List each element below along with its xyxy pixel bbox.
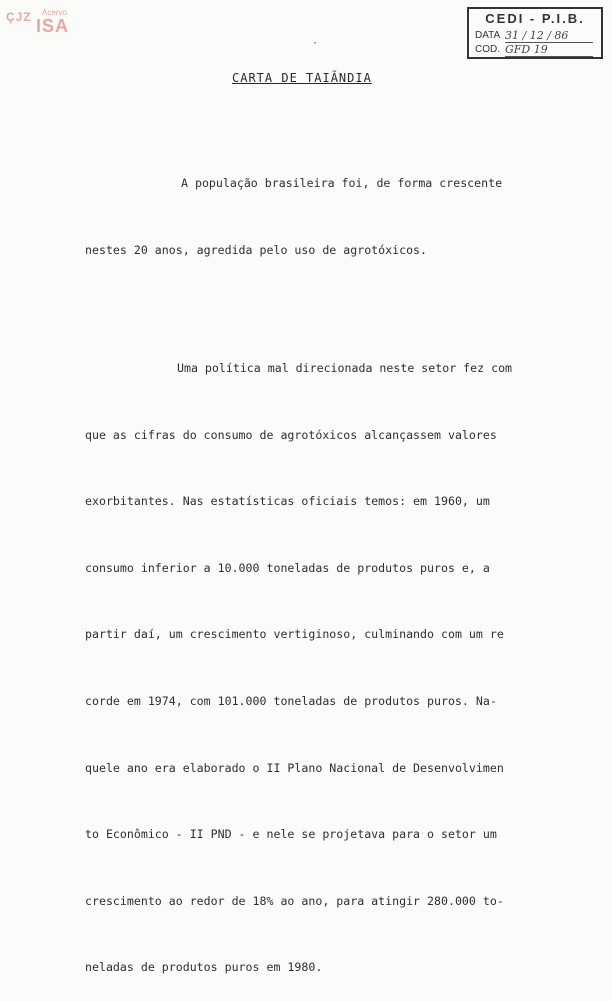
paragraph-2-line: to Econômico - II PND - e nele se projetava para o setor um — [85, 827, 497, 842]
stamp-cod-label: COD. — [475, 44, 500, 55]
stray-mark: · — [312, 38, 319, 49]
paragraph-2-line: partir daí, um crescimento vertiginoso, culminando com um re — [85, 627, 504, 642]
archive-stamp — [467, 7, 603, 59]
stamp-cod-value: GFD 19 — [505, 44, 593, 57]
paragraph-2-line: neladas de produtos puros em 1980. — [85, 960, 323, 975]
paragraph-2-line: exorbitantes. Nas estatísticas oficiais temos: em 1960, um — [85, 494, 490, 509]
document-body — [85, 128, 555, 1001]
paragraph-1-line: nestes 20 anos, agredida pelo uso de agrotóxicos. — [85, 243, 428, 257]
paragraph-2-line: corde em 1974, com 101.000 toneladas de produtos puros. Na- — [85, 693, 497, 708]
paragraph-2-line: quele ano era elaborado o II Plano Nacional de Desenvolvimen — [85, 760, 504, 775]
logo-top-text: Acervo — [42, 8, 67, 17]
paragraph-2-line: Uma política mal direcionada neste setor fez com — [177, 361, 513, 375]
stamp-date-label: DATA — [475, 30, 501, 41]
stamp-date-value: 31 / 12 / 86 — [505, 30, 593, 43]
logo-big-text: ISA — [36, 16, 70, 36]
paragraph-2-line: consumo inferior a 10.000 toneladas de produtos puros e, a — [85, 560, 490, 575]
paragraph-2-line: que as cifras do consumo de agrotóxicos alcançassem valores — [85, 427, 497, 442]
paragraph-2-line: crescimento ao redor de 18% ao ano, para atingir 280.000 to- — [85, 893, 504, 908]
stamp-header: CEDI - P.I.B. — [485, 11, 585, 26]
logo-mark: ÇJZ — [6, 10, 32, 24]
acervo-isa-logo — [6, 6, 78, 40]
paragraph-1-line: A população brasileira foi, de forma crescente — [181, 176, 503, 191]
document-title: CARTA DE TAIÃNDIA — [232, 71, 372, 85]
